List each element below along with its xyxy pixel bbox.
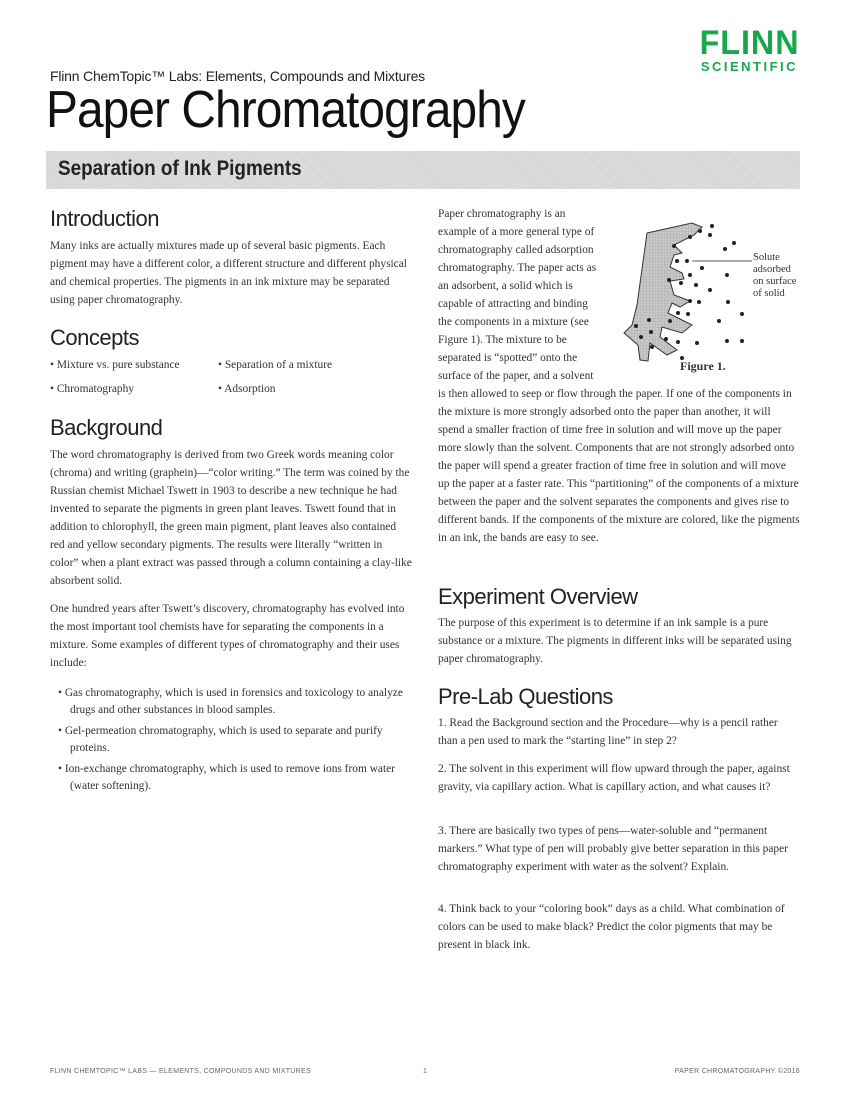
- overview-text: The purpose of this experiment is to determine if an ink sample is a pure substance or a mixture. The pigments in different inks will be separated using paper chromatography.: [438, 617, 792, 665]
- introduction-text: Many inks are actually mixtures made up of several basic pigments. Each pigment may have a different color, a different structure and different physical and chemical properties. The pigments in an ink mixture may be separated using paper chromatography.: [50, 240, 407, 306]
- right-intro: [438, 205, 800, 547]
- concept-item: • Separation of a mixture: [218, 359, 333, 371]
- concept-item: • Adsorption: [218, 383, 276, 395]
- flinn-logo: FLINN SCIENTIFIC: [699, 24, 800, 74]
- background-para-2: One hundred years after Tswett’s discovery, chromatography has evolved into the most important tool chemists have for separating the components in a mixture. Some examples of different types of chromatography and their uses include:: [50, 603, 405, 669]
- footer-left: FLINN CHEMTOPIC™ LABS — ELEMENTS, COMPOUNDS AND MIXTURES: [50, 1068, 311, 1075]
- list-item: • Ion-exchange chromatography, which is used to remove ions from water (water softening).: [58, 763, 395, 792]
- background-para-1: The word chromatography is derived from two Greek words meaning color (chroma) and writing (graphein)—“color writing.” The term was coined by the Russian chemist Michael Tswett in 1903 to describe a new technique he had invented to separate the pigments in green plant leaves. Tswett found that in addition to chlorophyll, the green main pigment, plant leaves also contained red and yellow secondary pigments. The results were literally “written in color” when a plant extract was passed through a column containing a clay-like absorbent solid.: [50, 449, 412, 587]
- figure-1: [602, 205, 800, 373]
- list-item: • Gel-permeation chromatography, which is used to separate and purify proteins.: [58, 725, 383, 754]
- concepts-heading: Concepts: [50, 325, 139, 350]
- footer-right: PAPER CHROMATOGRAPHY ©2016: [674, 1068, 800, 1075]
- chromatography-list: [58, 685, 408, 799]
- concept-item: • Chromatography: [50, 383, 135, 395]
- prelab-question: 1. Read the Background section and the Procedure—why is a pencil rather than a pen used to mark the “starting line” in step 2?: [438, 717, 778, 747]
- subtitle: Separation of Ink Pigments: [58, 157, 302, 180]
- background-heading: Background: [50, 415, 163, 440]
- series-title: Flinn ChemTopic™ Labs: Elements, Compounds and Mixtures: [50, 68, 425, 84]
- figure-label: Solute adsorbed on surface of solid: [753, 252, 797, 299]
- overview-heading: Experiment Overview: [438, 584, 638, 609]
- subtitle-band: [46, 151, 800, 189]
- right-intro-text: Paper chromatography is an example of a more general type of chromatography called adsorption chromatography. The paper acts as an adsorbent, a solid which is capable of attracting and binding the components in a mixture (see Figure 1). The mixture to be separated is “spotted” onto the surface of the paper, and a solvent is then allowed to seep or flow through the paper. If one of the components in the mixture is more strongly adsorbed onto the paper than another, it will spend a smaller fraction of time free in solution and will move up the paper more slowly than the solvent. Components that are not strongly adsorbed onto the paper will spend a greater fraction of time free in solution and will move up the paper at a faster rate. This “partitioning” of the components of a mixture between the paper and the solvent separates the components and gives rise to different bands. If the components of the mixture are colored, like the pigments in an ink, the bands are easy to see.: [438, 208, 800, 544]
- prelab-question: 4. Think back to your “coloring book” days as a child. What combination of colors can be used to make black? Predict the color pigments that may be present in black ink.: [438, 903, 785, 951]
- prelab-heading: Pre-Lab Questions: [438, 684, 613, 709]
- concept-item: • Mixture vs. pure substance: [50, 359, 180, 371]
- prelab-question: 2. The solvent in this experiment will flow upward through the paper, against gravity, via capillary action. What is capillary action, and what causes it?: [438, 763, 790, 793]
- page-title: Paper Chromatography: [46, 81, 525, 139]
- introduction-heading: Introduction: [50, 206, 159, 231]
- list-item: • Gas chromatography, which is used in forensics and toxicology to analyze drugs and other substances in blood samples.: [58, 687, 403, 716]
- page-number: 1: [423, 1068, 428, 1075]
- figure-caption: Figure 1.: [680, 359, 726, 373]
- prelab-question: 3. There are basically two types of pens—water-soluble and “permanent markers.” What type of pen will probably give better separation in this paper chromatography experiment with water as the solvent? Explain.: [438, 825, 788, 873]
